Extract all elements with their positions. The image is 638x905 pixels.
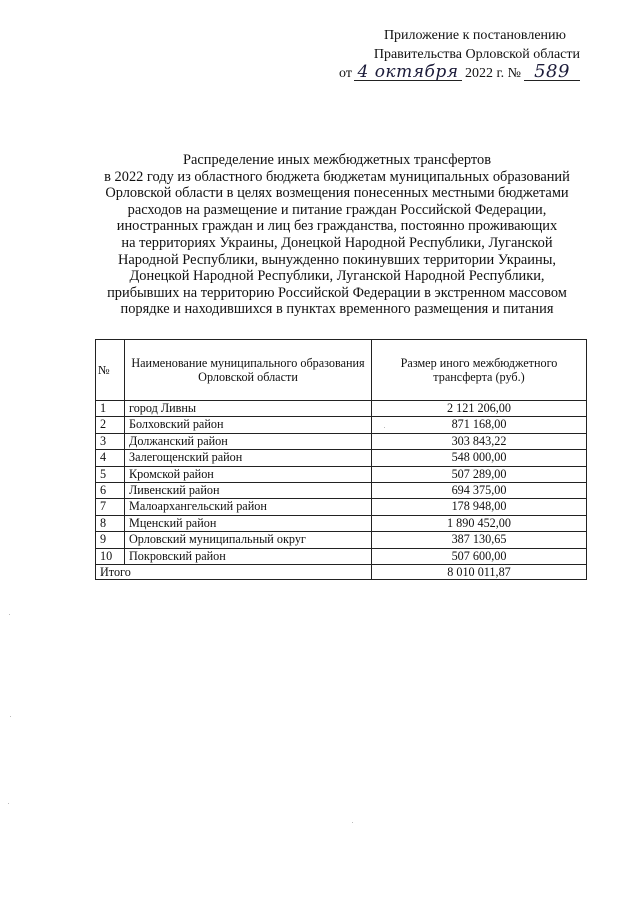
row-number: 10 [96,548,125,564]
title-line: на территориях Украины, Донецкой Народной Республики, Луганской [121,234,553,251]
scan-speck [352,822,353,823]
municipality-name: Орловский муниципальный округ [125,532,372,548]
title-line: иностранных граждан и лиц без гражданства, постоянно проживающих [116,218,558,235]
transfer-amount: 2 121 206,00 [372,401,587,417]
year-and-number-label: 2022 г. № [464,66,521,81]
municipality-name: Мценский район [125,515,372,531]
municipality-name: Кромской район [125,466,372,482]
approval-line-2: Правительства Орловской области [373,47,580,62]
title-line: Распределение иных межбюджетных трансфертов [182,152,492,168]
row-number: 4 [96,450,125,466]
row-number: 5 [96,466,125,482]
title-line: в 2022 году из областного бюджета бюджетам муниципальных образований [104,168,570,185]
title-line: порядке и находившихся в пунктах временного размещения и питания [120,301,554,318]
title-line: Орловской области в целях возмещения понесенных местными бюджетами [105,185,569,202]
municipality-name: город Ливны [125,401,372,417]
transfer-amount: 303 843,22 [372,433,587,449]
approval-line-1: Приложение к постановлению [383,28,566,43]
row-number: 2 [96,417,125,433]
municipality-name: Малоархангельский район [125,499,372,515]
row-number: 8 [96,515,125,531]
scan-speck [9,614,10,615]
table-row [96,401,587,417]
total-amount: 8 010 011,87 [372,564,587,579]
total-row [96,564,587,579]
approval-block [320,26,580,83]
table-row [96,548,587,564]
total-label: Итого [96,564,372,579]
row-number: 3 [96,433,125,449]
title-line: расходов на размещение и питание граждан Российской Федерации, [127,201,547,218]
table-body [96,401,587,565]
scan-speck [10,716,11,717]
title-line: Донецкой Народной Республики, Луганской Народной Республики, [129,268,545,285]
title-line: прибывших на территорию Российской Федерации в экстренном массовом [107,284,567,301]
municipality-name: Ливенский район [125,482,372,498]
transfer-amount: 178 948,00 [372,499,587,515]
table-row [96,417,587,433]
header-amount: Размер иного межбюджетного трансферта (руб.) [372,340,587,401]
table-row [96,515,587,531]
header-name: Наименование муниципального образования Орловской области [125,340,372,401]
scan-speck [8,803,9,804]
scan-speck [384,427,385,428]
row-number: 1 [96,401,125,417]
row-number: 6 [96,482,125,498]
municipality-name: Болховский район [125,417,372,433]
municipality-name: Покровский район [125,548,372,564]
table-row [96,499,587,515]
title-line: Народной Республики, вынужденно покинувших территории Украины, [118,251,556,268]
table-header-row [96,340,587,401]
transfer-amount: 387 130,65 [372,532,587,548]
municipality-name: Залегощенский район [125,450,372,466]
approval-date-line [320,61,580,83]
transfer-amount: 871 168,00 [372,417,587,433]
handwritten-number: 589 [524,64,580,81]
municipality-name: Должанский район [125,433,372,449]
header-num: № [96,340,125,401]
transfers-table [95,339,587,580]
transfer-amount: 548 000,00 [372,450,587,466]
table-row [96,466,587,482]
handwritten-date: 4 октября [354,64,462,81]
row-number: 7 [96,499,125,515]
transfer-amount: 1 890 452,00 [372,515,587,531]
row-number: 9 [96,532,125,548]
table-row [96,433,587,449]
table-row [96,482,587,498]
table-row [96,450,587,466]
transfer-amount: 507 289,00 [372,466,587,482]
transfer-amount: 694 375,00 [372,482,587,498]
document-title [84,152,590,318]
date-prefix: от [339,66,352,81]
table-row [96,532,587,548]
transfer-amount: 507 600,00 [372,548,587,564]
